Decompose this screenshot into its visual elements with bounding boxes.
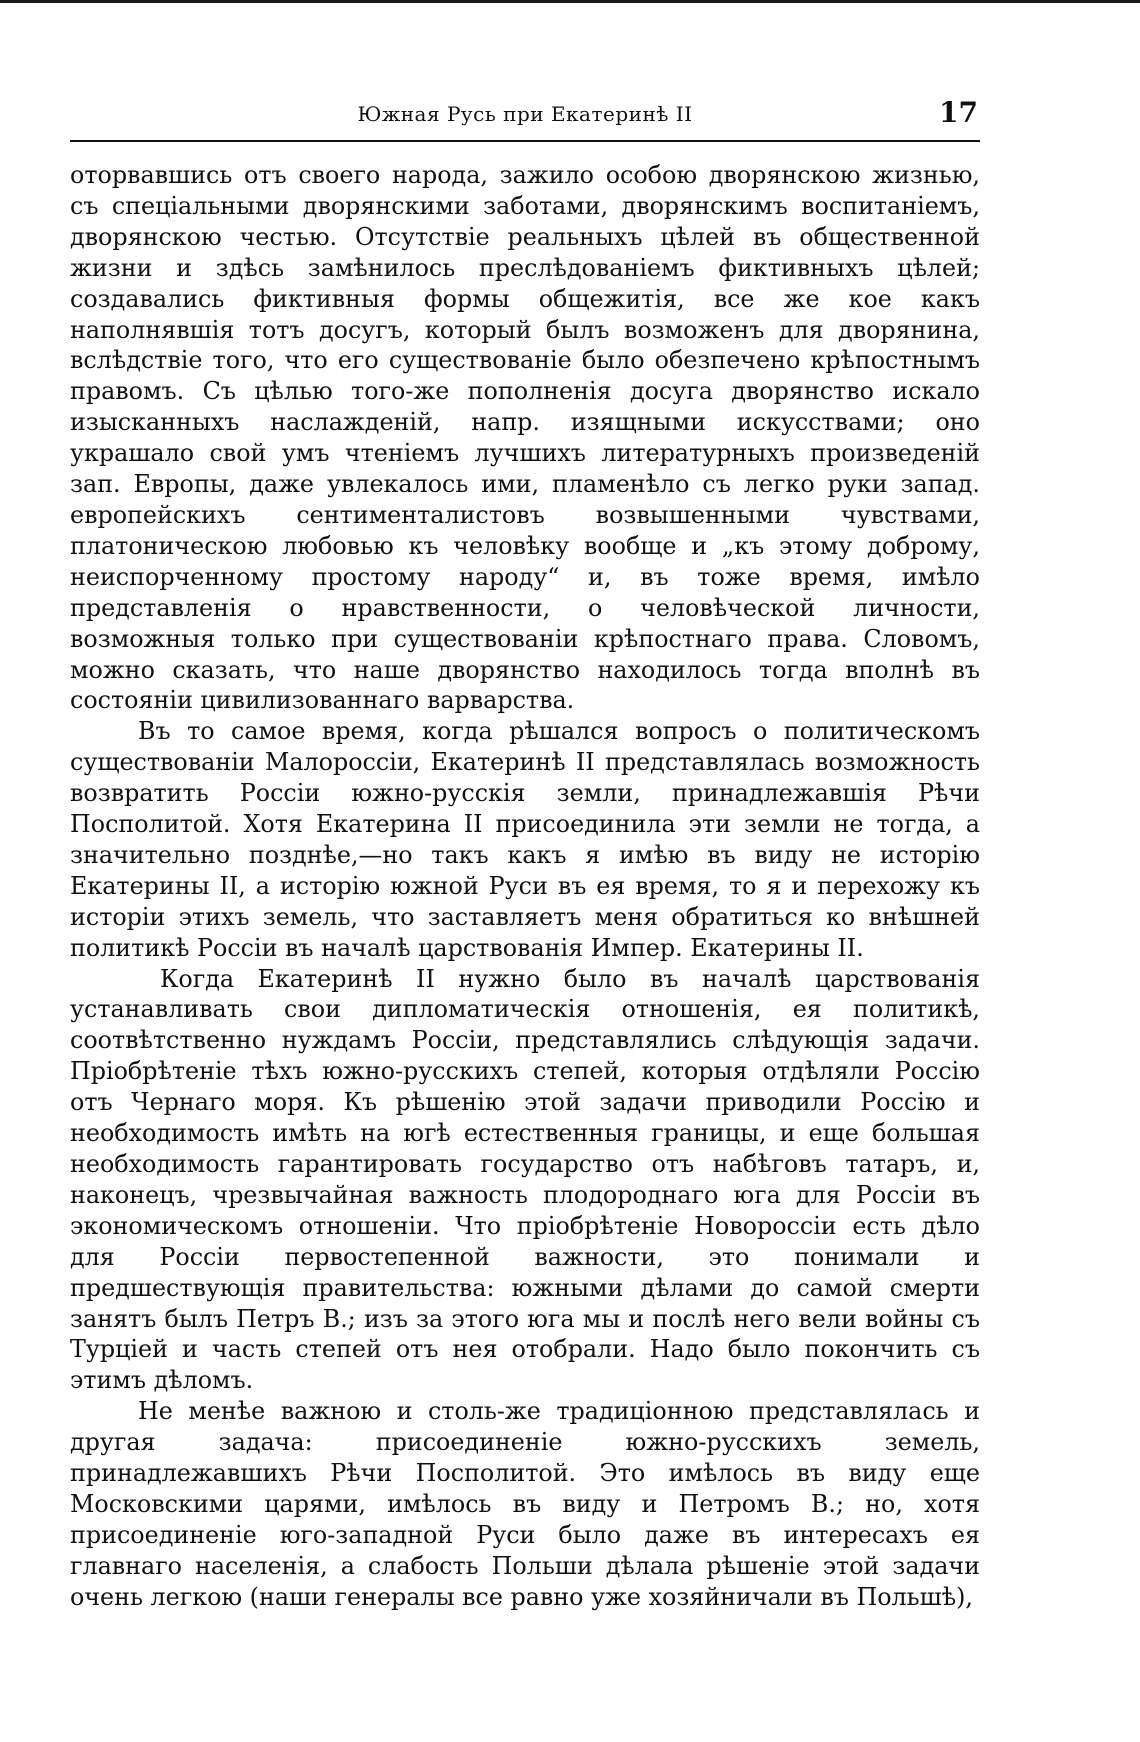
running-title: Южная Русь при Екатеринѣ II [357, 102, 693, 126]
paragraph-4: Не менѣе важною и столь-же традиціонною представлялась и другая задача: присоединеніе южно-русскихъ земель, принадлежавшихъ Рѣчи Посполитой. Это имѣлось въ виду еще Московскими царями, имѣлось въ виду и Петромъ В.; но, хотя присоединеніе юго-западной Руси было даже въ интересахъ ея главнаго населенія, а слабость Польши дѣлала рѣшеніе этой задачи очень легкою (наши генералы все равно уже хозяйничали въ Польшѣ), [70, 1397, 980, 1611]
body-text [70, 160, 980, 1613]
top-edge-rule [0, 0, 1140, 3]
paragraph-3: Когда Екатеринѣ II нужно было въ началѣ царствованія устанавливать свои дипломатическія отношенія, ея политикѣ, соотвѣтственно нуждамъ Россіи, представлялись слѣдующія задачи. Пріобрѣтеніе тѣхъ южно-русскихъ степей, которыя отдѣляли Россію отъ Чернаго моря. Къ рѣшенію этой задачи приводили Россію и необходимость имѣть на югѣ естественныя границы, и еще большая необходимость гарантировать государство отъ набѣговъ татаръ, и, наконецъ, чрезвычайная важность плодороднаго юга для Россіи въ экономическомъ отношеніи. Что пріобрѣтеніе Новороссіи есть дѣло для Россіи первостепенной важности, это понимали и предшествующія правительства: южными дѣлами до самой смерти занятъ былъ Петръ В.; изъ за этого юга мы и послѣ него вели войны съ Турціей и часть степей отъ нея отобрали. Надо было покончить съ этимъ дѣломъ. [70, 964, 980, 1395]
paragraph-2: Въ то самое время, когда рѣшался вопросъ о политическомъ существованіи Малороссіи, Екатеринѣ II представлялась возможность возвратить Россіи южно-русскія земли, принадлежавшія Рѣчи Посполитой. Хотя Екатерина II присоединила эти земли не тогда, а значительно позднѣе,—но такъ какъ я имѣю въ виду не исторію Екатерины II, а исторію южной Руси въ ея время, то я и перехожу къ исторіи этихъ земель, что заставляетъ меня обратиться ко внѣшней политикѣ Россіи въ началѣ царствованія Импер. Екатерины II. [70, 717, 980, 962]
page-header [70, 96, 980, 142]
page-number: 17 [939, 96, 978, 129]
paragraph-1: оторвавшись отъ своего народа, зажило особою дворянскою жизнью, съ спеціальными дворянскими заботами, дворянскимъ воспитаніемъ, дворянскою честью. Отсутствіе реальныхъ цѣлей въ общественной жизни и здѣсь замѣнилось преслѣдованіемъ фиктивныхъ цѣлей; создавались фиктивныя формы общежитія, все же кое какъ наполнявшія тотъ досугъ, который былъ возможенъ для дворянина, вслѣдствіе того, что его существованіе было обезпечено крѣпостнымъ правомъ. Съ цѣлью того-же пополненія досуга дворянство искало изысканныхъ наслажденій, напр. изящными искусствами; оно украшало свой умъ чтеніемъ лучшихъ литературныхъ произведеній зап. Европы, даже увлекалось ими, пламенѣло съ легко руки запад. европейскихъ сентименталистовъ возвышенными чувствами, платоническою любовью къ человѣку вообще и „къ этому доброму, неиспорченному простому народу“ и, въ тоже время, имѣло представленія о нравственности, о человѣческой личности, возможныя только при существованіи крѣпостнаго права. Словомъ, можно сказать, что наше дворянство находилось тогда вполнѣ въ состояніи цивилизованнаго варварства. [70, 161, 980, 715]
